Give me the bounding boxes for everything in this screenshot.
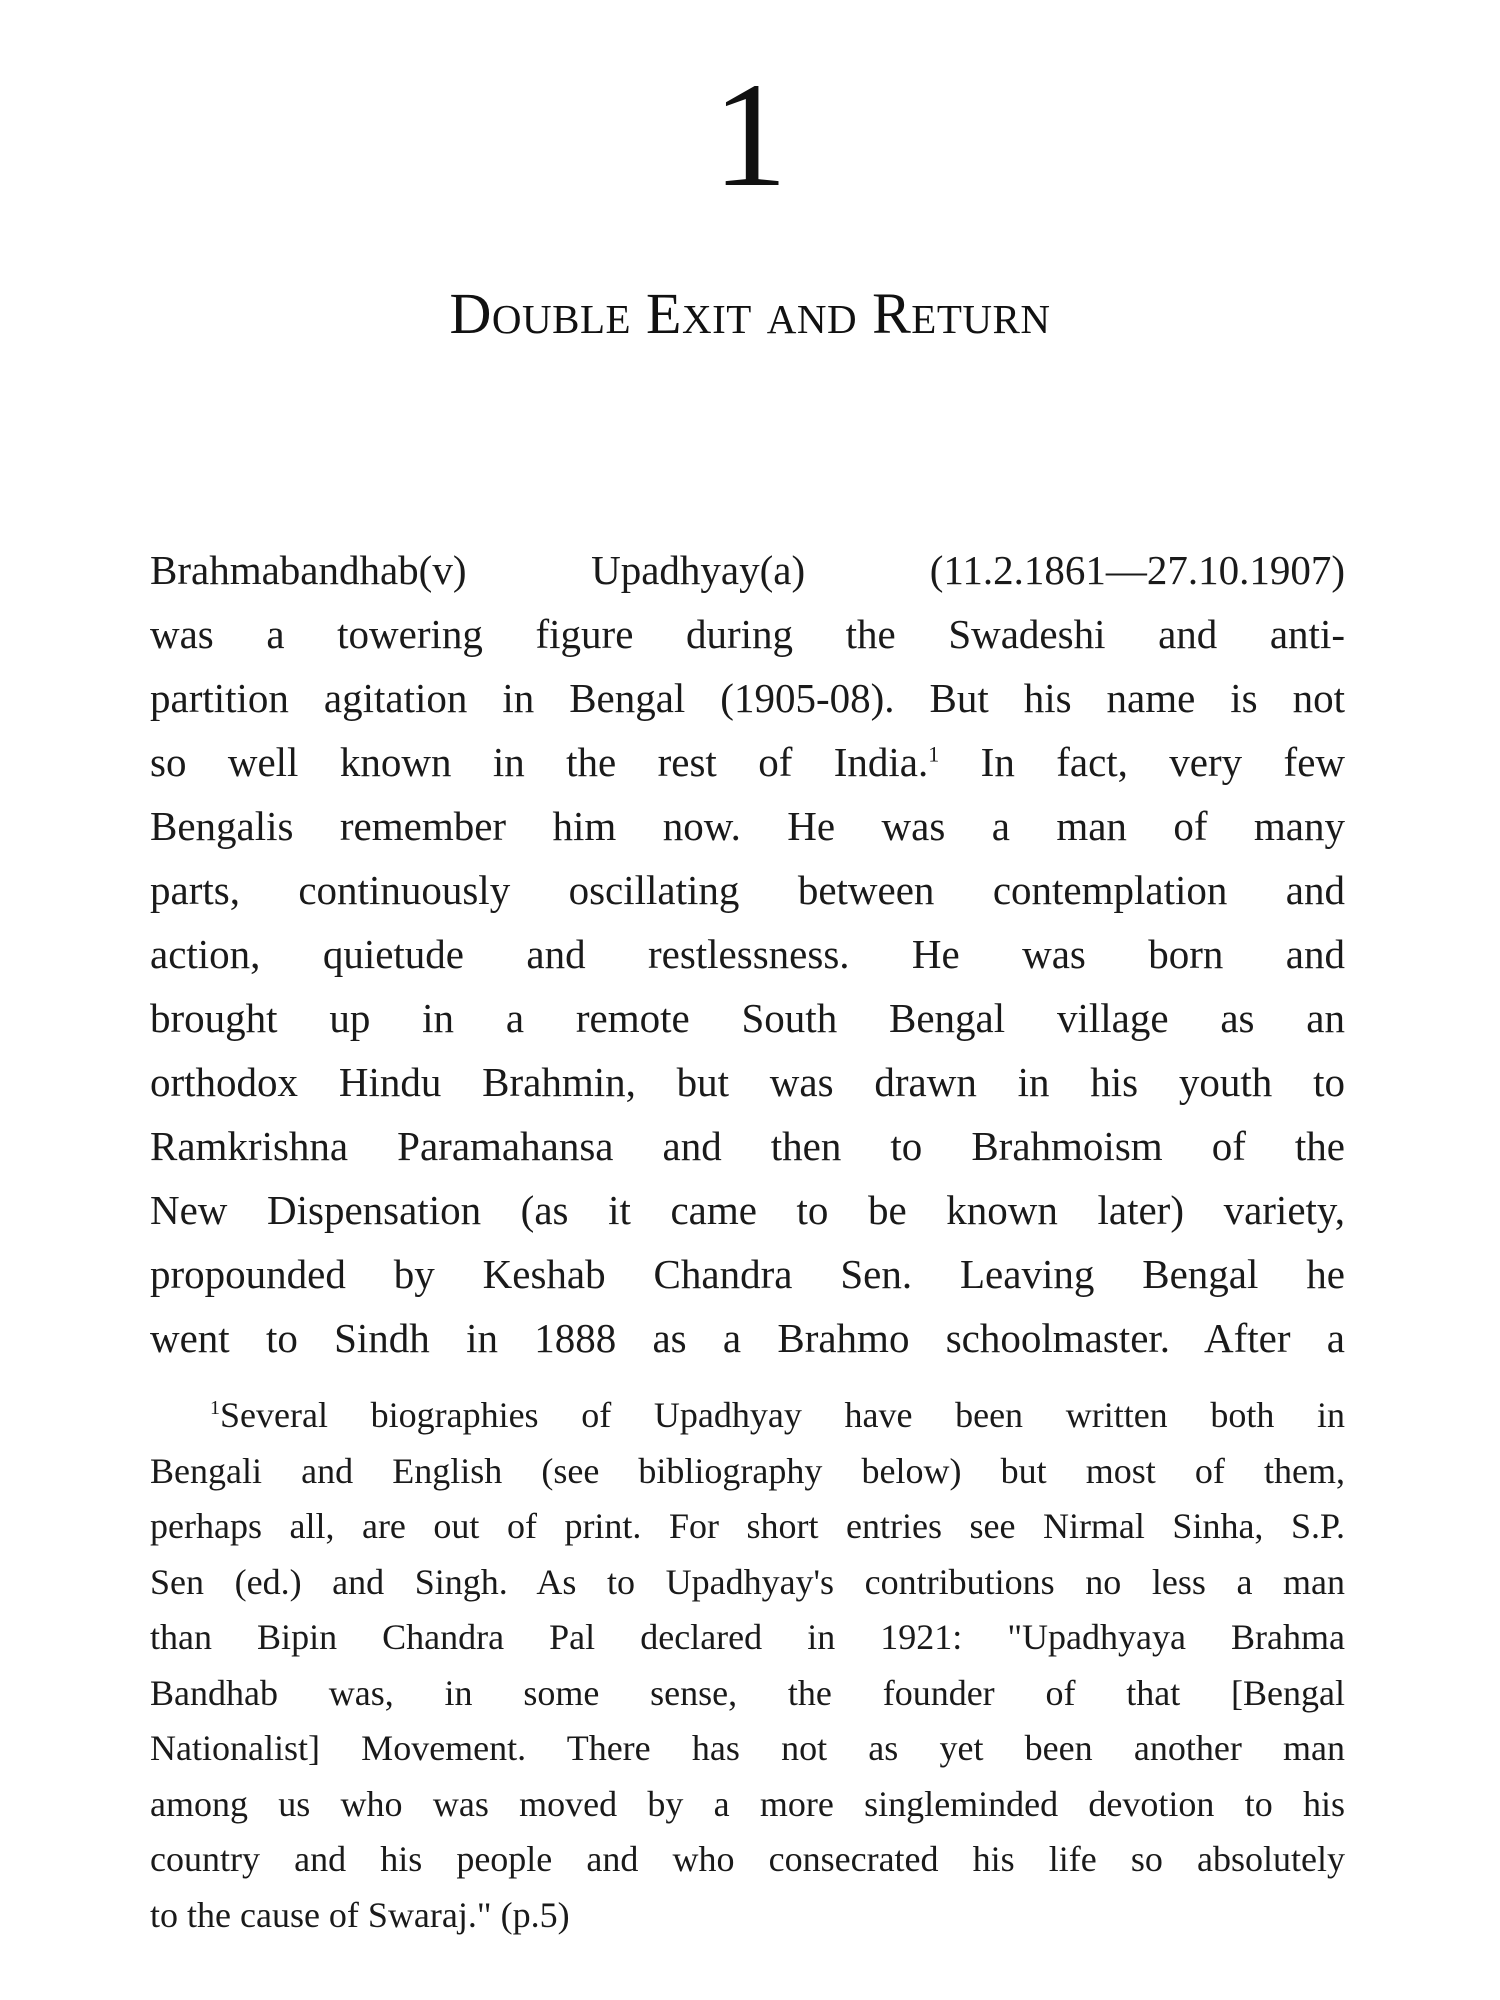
body-line: Bengalis remember him now. He was a man of many [150, 803, 1345, 849]
footnote-marker: 1 [210, 1397, 220, 1419]
footnote [150, 1388, 1345, 1943]
body-line: propounded by Keshab Chandra Sen. Leaving Bengal he [150, 1251, 1345, 1297]
footnote-line: to the cause of Swaraj." (p.5) [150, 1894, 570, 1935]
body-line: orthodox Hindu Brahmin, but was drawn in his youth to [150, 1059, 1345, 1105]
footnote-line-text: Several biographies of Upadhyay have been written both in [220, 1395, 1345, 1435]
body-line: brought up in a remote South Bengal village as an [150, 995, 1345, 1041]
body-line: Brahmabandhab(v) Upadhyay(a) (11.2.1861—27.10.1907) [150, 547, 1345, 593]
footnote-line: Nationalist] Movement. There has not as yet been another man [150, 1728, 1345, 1768]
body-line: partition agitation in Bengal (1905-08). But his name is not [150, 675, 1345, 721]
footnote-line [150, 1388, 1345, 1444]
body-line: parts, continuously oscillating between contemplation and [150, 867, 1345, 913]
footnote-line: among us who was moved by a more singleminded devotion to his [150, 1783, 1345, 1824]
body-line-with-footnote-ref [150, 730, 1345, 794]
footnote-line: perhaps all, are out of print. For short entries see Nirmal Sinha, S.P. [150, 1506, 1345, 1546]
footnote-line: Bengali and English (see bibliography below) but most of them, [150, 1450, 1345, 1491]
body-line: New Dispensation (as it came to be known later) variety, [150, 1187, 1345, 1233]
footnote-line: Sen (ed.) and Singh. As to Upadhyay's contributions no less a man [150, 1561, 1345, 1602]
footnote-line: country and his people and who consecrated his life so absolutely [150, 1839, 1345, 1879]
footnote-line: than Bipin Chandra Pal declared in 1921: "Upadhyaya Brahma [150, 1617, 1345, 1657]
body-line-segment: so well known in the rest of India. [150, 739, 929, 785]
body-line: went to Sindh in 1888 as a Brahmo schoolmaster. After a [150, 1315, 1345, 1361]
chapter-title: Double Exit and Return [449, 281, 1051, 346]
chapter-number: 1 [712, 52, 788, 218]
footnote-line: Bandhab was, in some sense, the founder of that [Bengal [150, 1672, 1345, 1713]
body-line-segment: In fact, very few [980, 739, 1346, 785]
body-line: action, quietude and restlessness. He was born and [150, 931, 1345, 977]
body-line: Ramkrishna Paramahansa and then to Brahmoism of the [150, 1123, 1345, 1169]
body-paragraph [150, 538, 1345, 1370]
body-line: was a towering figure during the Swadeshi and anti- [150, 611, 1345, 657]
footnote-reference: 1 [928, 741, 940, 767]
